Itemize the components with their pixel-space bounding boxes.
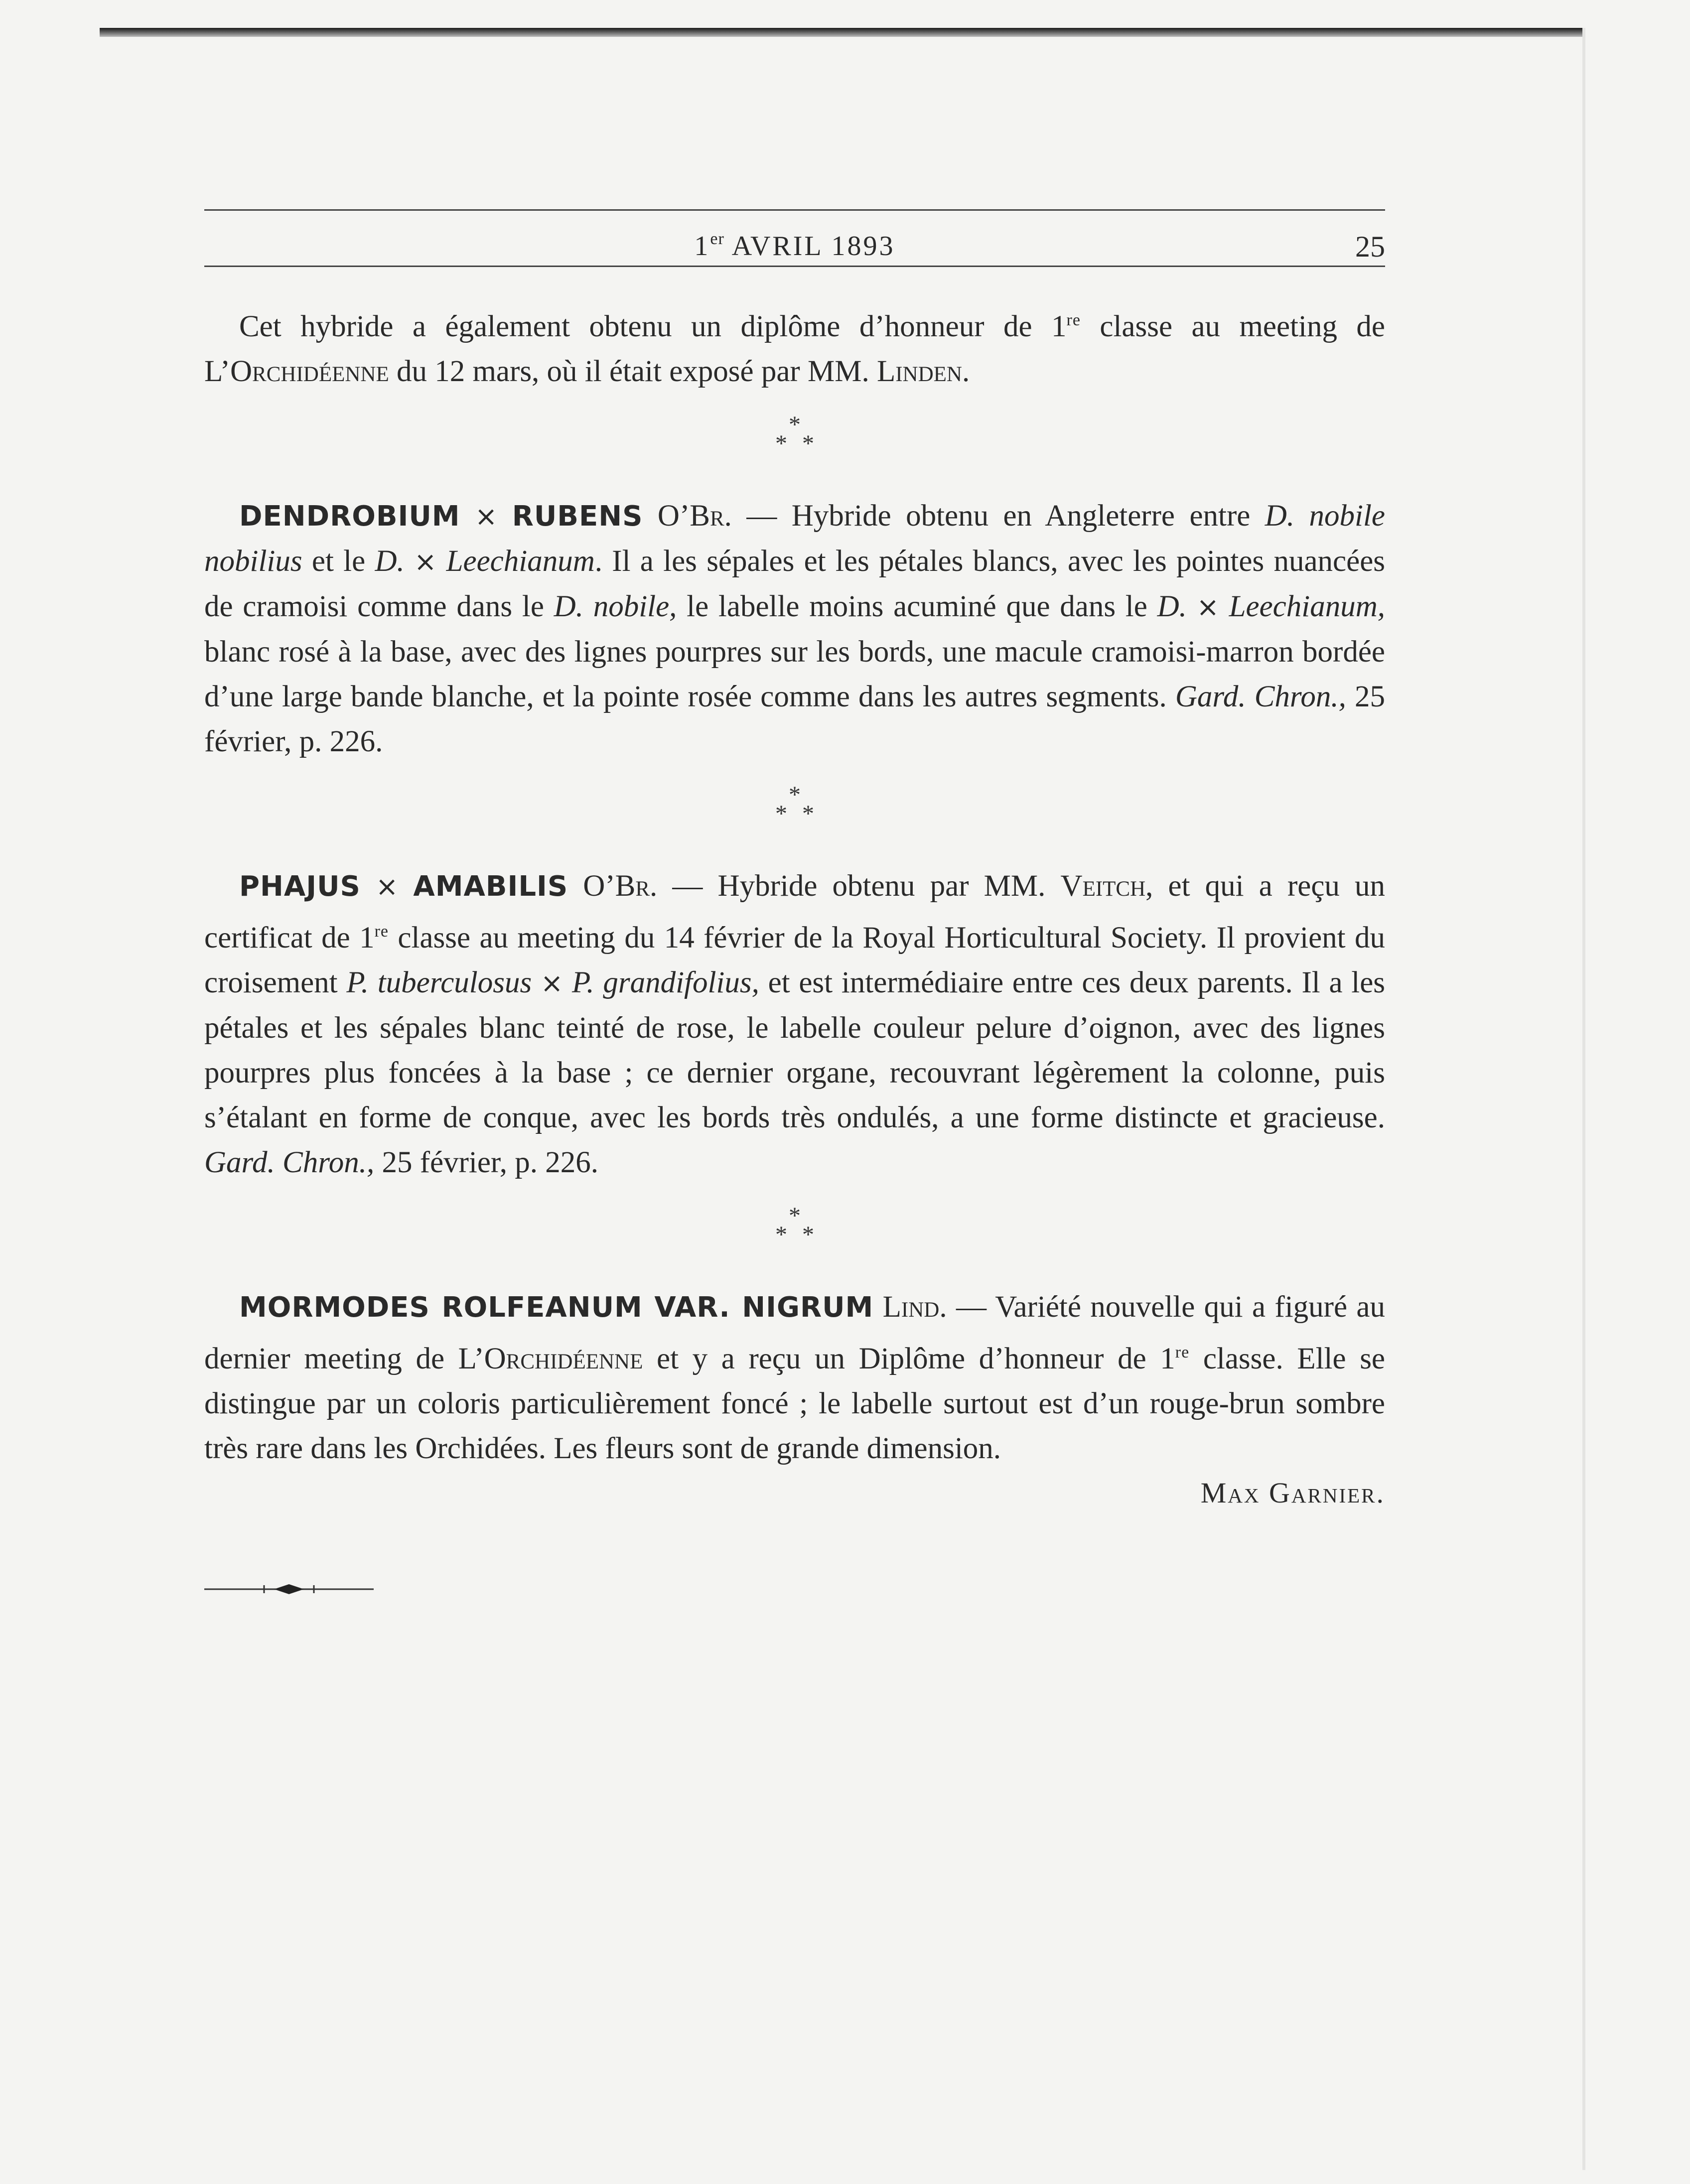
asterism-divider: * ** xyxy=(775,411,829,457)
journal-page xyxy=(204,209,1385,1602)
author-signature: Max Garnier. xyxy=(1200,1477,1385,1509)
header-rule-bottom xyxy=(204,266,1385,267)
entry-mormodes-rolfeanum: MORMODES ROLFEANUM VAR. NIGRUM Lind. — Variété nouvelle qui a figuré au dernier meeting de L’Orchidéenne et y a reçu un Diplôme d’honneur de 1re classe. Elle se distingue par un coloris particulièrement foncé ; le labelle surtout est d’un rouge-brun sombre très rare dans les Orchidées. Les fleurs sont de grande dimension. xyxy=(204,1290,1386,1465)
asterism-divider: * ** xyxy=(775,782,829,827)
asterism-divider: * ** xyxy=(775,1203,829,1248)
entry-author: O’Br xyxy=(583,869,650,903)
paragraph-hybrid-diploma: Cet hybride a également obtenu un diplôme d’honneur de 1re classe au meeting de L’Orchidéenne du 12 mars, où il était exposé par MM. Linden. xyxy=(204,310,1385,388)
end-ornament xyxy=(204,1579,374,1599)
scan-edge-top xyxy=(100,28,1584,37)
entry-title: PHAJUS xyxy=(239,870,361,903)
entry-phajus-amabilis: PHAJUS × AMABILIS O’Br. — Hybride obtenu par MM. Veitch, et qui a reçu un certificat de 1re classe au meeting du 14 février de la Royal Horticultural Society. Il provient du croisement P. tuberculosus × P. grandifolius, et est intermédiaire entre ces deux parents. Il a les pétales et les sépales blanc teinté de rose, le labelle couleur pelure d’oignon, avec des lignes pourpres plus foncées à la base ; ce dernier organe, recouvrant légèrement la colonne, puis s’étalant en forme de conque, avec les bords très ondulés, a une forme distincte et gracieuse. Gard. Chron., 25 février, p. 226. xyxy=(204,869,1386,1179)
entry-author: O’Br xyxy=(657,499,724,533)
entry-dendrobium-rubens: DENDROBIUM × RUBENS O’Br. — Hybride obtenu en Angleterre entre D. nobile nobilius et le D. × Leechianum. Il a les sépales et les pétales blancs, avec les pointes nuancées de cramoisi comme dans le D. nobile, le labelle moins acuminé que dans le D. × Leechianum, blanc rosé à la base, avec des lignes pourpres sur les bords, une macule cramoisi-marron bordée d’une large bande blanche, et la pointe rosée comme dans les autres segments. Gard. Chron., 25 février, p. 226. xyxy=(204,499,1386,758)
running-head xyxy=(204,211,1385,266)
page-number: 25 xyxy=(1355,230,1385,263)
entry-title: MORMODES ROLFEANUM VAR. NIGRUM xyxy=(239,1291,874,1324)
entry-title: DENDROBIUM xyxy=(239,500,460,533)
issue-date: 1er AVRIL 1893 xyxy=(694,230,895,262)
entry-author: Lind xyxy=(882,1290,940,1324)
scan-edge-right xyxy=(1582,28,1585,2170)
